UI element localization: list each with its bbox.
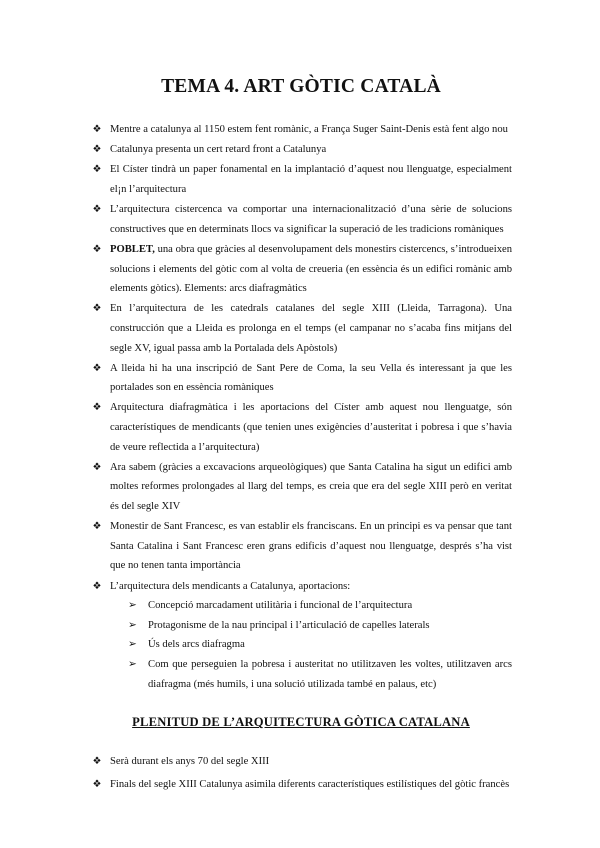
list-item-text: Monestir de Sant Francesc, es van establir els franciscans. En un principi es va pensar que tant Santa Catalina i Sant Francesc eren grans edificis d’aquest nou llenguatge, després s’ha vist que no tenen tanta importància (110, 521, 512, 572)
list-item (90, 517, 512, 576)
sub-list-item (128, 596, 512, 616)
diamond-bullet-icon: ❖ (92, 243, 102, 255)
list-item-text: Finals del segle XIII Catalunya asimila diferents característiques estilístiques del gòtic francès (110, 778, 510, 790)
list-item-text: L’arquitectura cistercenca va comportar una internacionalització d’una sèrie de solucions constructives que en determinats llocs va significar la superació de les tradicions romàniques (110, 204, 512, 235)
sub-list-item (128, 635, 512, 655)
list-item (90, 240, 512, 299)
diamond-bullet-icon: ❖ (92, 580, 102, 592)
diamond-bullet-icon: ❖ (92, 124, 102, 135)
sub-bullet-list (128, 596, 512, 694)
diamond-bullet-icon: ❖ (92, 778, 102, 790)
diamond-bullet-icon: ❖ (92, 303, 102, 315)
section-bullet-list (90, 752, 512, 794)
list-item (90, 752, 512, 772)
diamond-bullet-icon: ❖ (92, 756, 102, 768)
list-item-strong-text: POBLET, (110, 243, 155, 255)
list-item (90, 398, 512, 457)
list-item (90, 359, 512, 398)
arrow-bullet-icon: ➢ (128, 658, 137, 670)
list-item-text: Ara sabem (gràcies a excavacions arqueològiques) que Santa Catalina ha sigut un edifici amb moltes reformes prolongades al llarg del temps, es creia que era del segle XIII però en veritat és del segle XIV (110, 461, 512, 513)
sub-list-item-text: Ús dels arcs diafragma (148, 639, 245, 651)
sub-list-item (128, 616, 512, 636)
list-item-text: Serà durant els anys 70 del segle XIII (110, 756, 270, 768)
diamond-bullet-icon: ❖ (92, 461, 102, 473)
main-bullet-list (90, 120, 512, 694)
diamond-bullet-icon: ❖ (92, 164, 102, 176)
list-item (90, 458, 512, 517)
list-item-text: El Císter tindrà un paper fonamental en la implantació d’aquest nou llenguatge, especialment el¡n l’arquitectura (110, 164, 512, 195)
list-item-text: En l’arquitectura de les catedrals catalanes del segle XIII (Lleida, Tarragona). Una construcción que a Lleida es prolonga en el temps (el campanar no s’acaba fins mitjans del segle XV, igual passa amb la Portalada dels Apòstols) (110, 303, 512, 354)
arrow-bullet-icon: ➢ (128, 619, 137, 631)
list-item (90, 140, 512, 160)
list-item-text: A lleida hi ha una inscripció de Sant Pere de Coma, la seu Vella és interessant ja que les portalades son en essència romàniques (110, 362, 512, 394)
diamond-bullet-icon: ❖ (92, 362, 102, 374)
arrow-bullet-icon: ➢ (128, 600, 137, 612)
diamond-bullet-icon: ❖ (92, 402, 102, 414)
sub-list-item-text: Concepció marcadament utilitària i funcional de l’arquitectura (148, 600, 413, 612)
diamond-bullet-icon: ❖ (92, 144, 102, 156)
sub-list-item-text: Protagonisme de la nau principal i l’articulació de capelles laterals (148, 619, 430, 631)
list-item-text: L’arquitectura dels mendicants a Catalunya, aportacions: (110, 580, 351, 592)
sub-list-item (128, 655, 512, 694)
list-item (90, 299, 512, 358)
diamond-bullet-icon: ❖ (92, 521, 102, 533)
sub-list-item-text: Com que perseguien la pobresa i austeritat no utilitzaven les voltes, utilitzaven arcs diafragma (més humils, i una solució utilizada també en palaus, etc) (148, 658, 512, 690)
list-item (90, 200, 512, 239)
list-item (90, 160, 512, 199)
list-item (90, 775, 512, 795)
list-item-text: Mentre a catalunya al 1150 estem fent romànic, a França Suger Saint-Denis està fent algo nou (110, 124, 508, 135)
list-item-text: una obra que gràcies al desenvolupament dels monestirs cistercencs, s’introdueixen solucions i elements del gòtic com al volta de creueria (en essència és un edifici romànic amb elements gòtics). Elements: arcs diafragmàtics (110, 243, 512, 295)
list-item (90, 120, 512, 140)
document-title: TEMA 4. ART GÒTIC CATALÀ (161, 76, 441, 97)
list-item-text: Catalunya presenta un cert retard front a Catalunya (110, 144, 327, 156)
diamond-bullet-icon: ❖ (92, 204, 102, 216)
list-item (90, 577, 512, 695)
list-item-text: Arquitectura diafragmàtica i les aportacions del Císter amb aquest nou llenguatge, són característiques de mendicants (que tenien unes exigències d’austeritat i pobresa i que s’havia de veure reflectida a l’arquitectura) (110, 402, 512, 453)
section-heading: PLENITUD DE L’ARQUITECTURA GÒTICA CATALANA (132, 715, 470, 730)
arrow-bullet-icon: ➢ (128, 639, 137, 651)
